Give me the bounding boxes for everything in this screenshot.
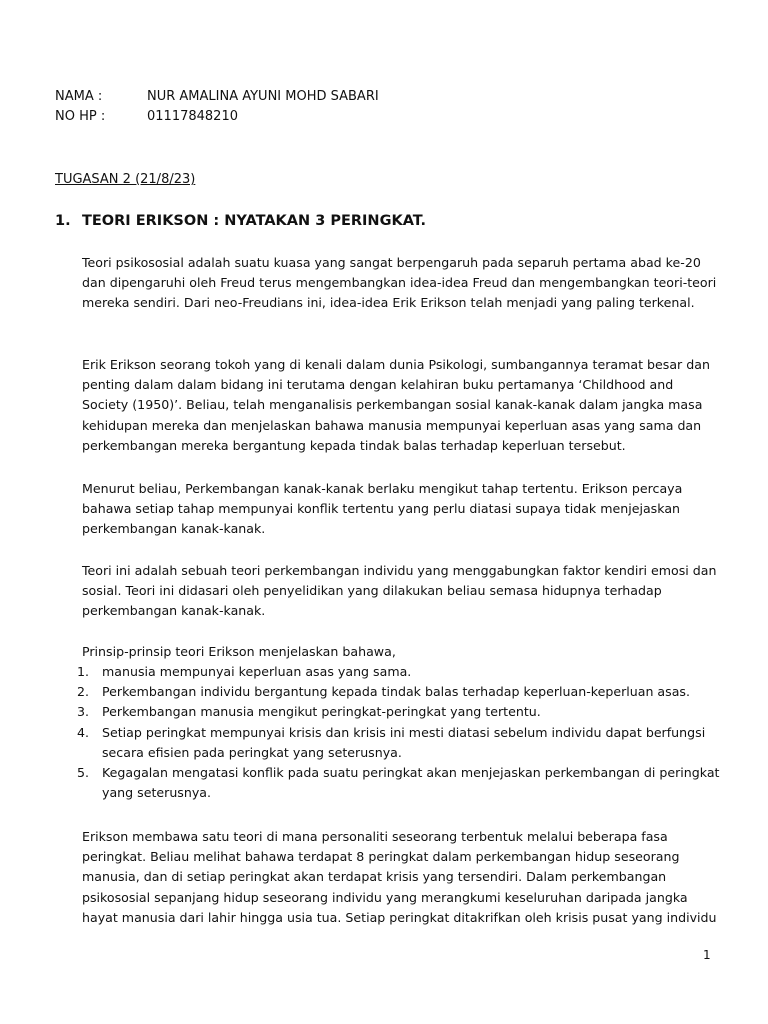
list-number: 2.	[77, 684, 90, 700]
list-item	[77, 723, 727, 763]
list-text: Setiap peringkat mempunyai krisis dan krisis ini mesti diatasi sebelum individu dapat berfungsi secara efisien pada peringkat yang seterusnya.	[102, 724, 706, 760]
paragraph-4	[82, 561, 722, 622]
paragraph-text: Erikson membawa satu teori di mana personaliti seseorang terbentuk melalui beberapa fasa peringkat. Beliau melihat bahawa terdapat 8 peringkat dalam perkembangan hidup seseorang manusia, dan di setiap peringkat akan terdapat krisis yang tersendiri. Dalam perkembangan psikososial sepanjang hidup seseorang individu yang merangkumi keseluruhan daripada jangka hayat manusia dari lahir hingga usia tua. Setiap peringkat ditakrifkan oleh krisis pusat yang individu	[82, 829, 717, 925]
list-text: Kegagalan mengatasi konflik pada suatu peringkat akan menjejaskan perkembangan di peringkat yang seterusnya.	[102, 765, 720, 801]
name-label: NAMA :	[55, 89, 103, 104]
closing-paragraph	[82, 827, 722, 928]
paragraph-1	[82, 253, 722, 314]
list-item	[77, 662, 727, 682]
paragraph-text: Menurut beliau, Perkembangan kanak-kanak berlaku mengikut tahap tertentu. Erikson percaya bahawa setiap tahap mempunyai konflik tertentu yang perlu diatasi supaya tidak menjejaskan perkembangan kanak-kanak.	[82, 481, 683, 537]
list-item	[77, 763, 727, 803]
list-item	[77, 682, 727, 702]
name-row	[55, 87, 379, 107]
phone-row	[55, 107, 238, 127]
paragraph-text: Erik Erikson seorang tokoh yang di kenali dalam dunia Psikologi, sumbangannya teramat besar dan penting dalam dalam bidang ini terutama dengan kelahiran buku pertamanya ‘Childhood and Society (1950)’. Beliau, telah menganalisis perkembangan sosial kanak-kanak dalam jangka masa kehidupan mereka dan menjelaskan bahawa manusia mempunyai keperluan asas yang sama dan perkembangan mereka bergantung kepada tindak balas terhadap keperluan tersebut.	[82, 357, 710, 453]
name-value: NUR AMALINA AYUNI MOHD SABARI	[147, 89, 379, 104]
principles-list	[77, 662, 727, 803]
section-heading	[55, 210, 426, 232]
phone-label: NO HP :	[55, 109, 106, 124]
phone-value: 01117848210	[147, 109, 238, 124]
list-number: 1.	[77, 664, 90, 679]
paragraph-text: Teori psikososial adalah suatu kuasa yang sangat berpengaruh pada separuh pertama abad ke-20 dan dipengaruhi oleh Freud terus mengembangkan idea-idea Freud dan mengembangkan teori-teori mereka sendiri. Dari neo-Freudians ini, idea-idea Erik Erikson telah menjadi yang paling terkenal.	[82, 255, 717, 311]
section-title: TEORI ERIKSON : NYATAKAN 3 PERINGKAT.	[82, 213, 426, 229]
paragraph-text: Teori ini adalah sebuah teori perkembangan individu yang menggabungkan faktor kendiri emosi dan sosial. Teori ini didasari oleh penyelidikan yang dilakukan beliau semasa hidupnya terhadap perkembangan kanak-kanak.	[82, 563, 717, 619]
principles-intro: Prinsip-prinsip teori Erikson menjelaskan bahawa,	[82, 644, 396, 659]
list-number: 5.	[77, 765, 90, 781]
list-text: Perkembangan manusia mengikut peringkat-peringkat yang tertentu.	[102, 704, 541, 720]
page-number: 1	[703, 948, 711, 962]
paragraph-3	[82, 479, 722, 540]
list-text: manusia mempunyai keperluan asas yang sama.	[102, 664, 412, 679]
list-number: 3.	[77, 704, 90, 720]
paragraph-2	[82, 355, 722, 456]
assignment-title: TUGASAN 2 (21/8/23)	[55, 172, 196, 187]
section-number: 1.	[55, 213, 71, 229]
list-text: Perkembangan individu bergantung kepada tindak balas terhadap keperluan-keperluan asas.	[102, 684, 690, 700]
list-number: 4.	[77, 724, 90, 740]
list-item	[77, 702, 727, 722]
